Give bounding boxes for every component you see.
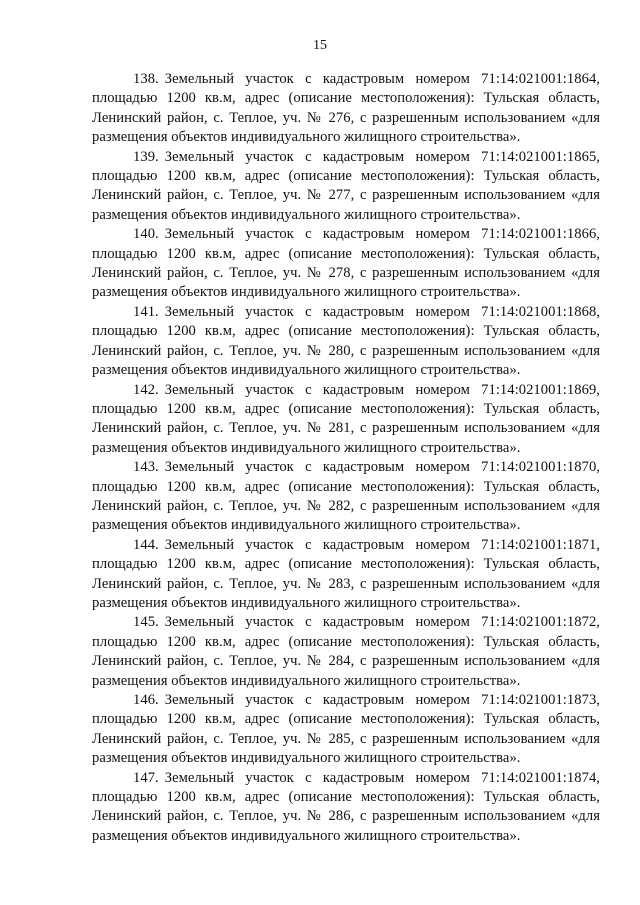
list-item <box>92 769 600 847</box>
item-text: Земельный участок с кадастровым номером 71:14:021001:1874, площадью 1200 кв.м, адрес (описание местоположения): Тульская область, Ленинский район, с. Теплое, уч. № 286, с разрешенным использованием «для размещения объектов индивидуального жилищного строительства». <box>92 769 600 844</box>
item-text: Земельный участок с кадастровым номером 71:14:021001:1868, площадью 1200 кв.м, адрес (описание местоположения): Тульская область, Ленинский район, с. Теплое, уч. № 280, с разрешенным использованием «для размещения объектов индивидуального жилищного строительства». <box>92 303 600 379</box>
item-text: Земельный участок с кадастровым номером 71:14:021001:1872, площадью 1200 кв.м, адрес (описание местоположения): Тульская область, Ленинский район, с. Теплое, уч. № 284, с разрешенным использованием «для размещения объектов индивидуального жилищного строительства». <box>92 614 600 689</box>
document-body <box>92 70 600 846</box>
item-text: Земельный участок с кадастровым номером 71:14:021001:1864, площадью 1200 кв.м, адрес (описание местоположения): Тульская область, Ленинский район, с. Теплое, уч. № 276, с разрешенным использованием «для размещения объектов индивидуального жилищного строительства». <box>92 71 600 146</box>
list-item <box>92 303 600 381</box>
item-number: 143. <box>133 459 159 476</box>
list-item <box>92 148 600 226</box>
item-number: 139. <box>133 148 159 165</box>
list-item <box>92 70 600 148</box>
item-number: 144. <box>133 536 159 553</box>
item-text: Земельный участок с кадастровым номером 71:14:021001:1869, площадью 1200 кв.м, адрес (описание местоположения): Тульская область, Ленинский район, с. Теплое, уч. № 281, с разрешенным использованием «для размещения объектов индивидуального жилищного строительства». <box>92 381 600 456</box>
item-number: 146. <box>133 692 159 708</box>
list-item <box>92 381 600 459</box>
list-item <box>92 458 600 536</box>
list-item <box>92 536 600 614</box>
item-number: 142. <box>133 381 159 398</box>
list-item <box>92 225 600 303</box>
item-text: Земельный участок с кадастровым номером 71:14:021001:1866, площадью 1200 кв.м, адрес (описание местоположения): Тульская область, Ленинский район, с. Теплое, уч. № 278, с разрешенным использованием «для размещения объектов индивидуального жилищного строительства». <box>92 226 600 301</box>
item-text: Земельный участок с кадастровым номером 71:14:021001:1871, площадью 1200 кв.м, адрес (описание местоположения): Тульская область, Ленинский район, с. Теплое, уч. № 283, с разрешенным использованием «для размещения объектов индивидуального жилищного строительства». <box>92 536 600 611</box>
item-number: 145. <box>133 614 159 631</box>
item-text: Земельный участок с кадастровым номером 71:14:021001:1870, площадью 1200 кв.м, адрес (описание местоположения): Тульская область, Ленинский район, с. Теплое, уч. № 282, с разрешенным использованием «для размещения объектов индивидуального жилищного строительства». <box>92 459 600 534</box>
item-number: 141. <box>133 303 159 320</box>
item-text: Земельный участок с кадастровым номером 71:14:021001:1873, площадью 1200 кв.м, адрес (описание местоположения): Тульская область, Ленинский район, с. Теплое, уч. № 285, с разрешенным использованием «для размещения объектов индивидуального жилищного строительства». <box>92 692 600 767</box>
item-number: 147. <box>133 769 159 786</box>
item-number: 140. <box>133 226 159 243</box>
item-text: Земельный участок с кадастровым номером 71:14:021001:1865, площадью 1200 кв.м, адрес (описание местоположения): Тульская область, Ленинский район, с. Теплое, уч. № 277, с разрешенным использованием «для размещения объектов индивидуального жилищного строительства». <box>92 148 600 223</box>
item-number: 138. <box>133 71 159 87</box>
list-item <box>92 691 600 769</box>
page-number: 15 <box>313 38 327 53</box>
list-item <box>92 613 600 691</box>
